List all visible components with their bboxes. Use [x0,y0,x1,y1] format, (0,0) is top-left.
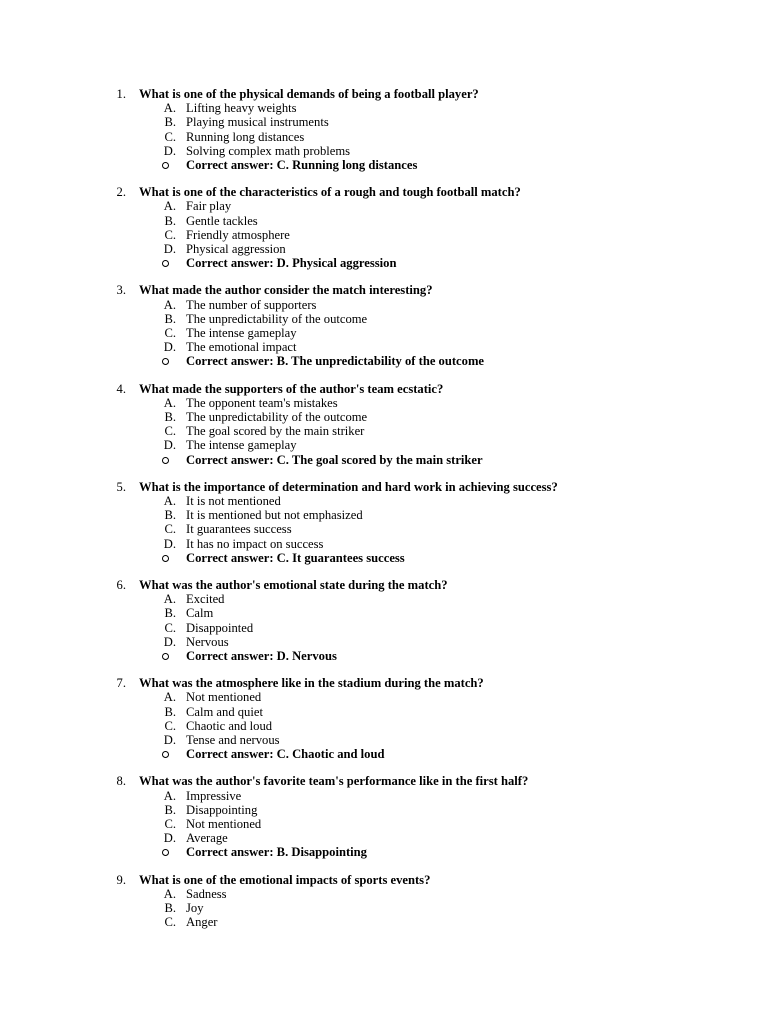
option-row [0,901,768,915]
question-text: What was the author's favorite team's performance like in the first half? [139,774,529,789]
question-number: 3. [116,283,126,298]
option-letter: B. [164,115,176,130]
option-letter: A. [163,395,176,410]
option-letter: B. [164,704,176,719]
option-row [0,228,768,242]
option-text: It has no impact on success [186,536,324,551]
option-row [0,214,768,228]
option-text: The intense gameplay [186,325,297,340]
option-row [0,803,768,817]
option-letter: B. [164,606,176,621]
correct-answer-row [0,256,768,270]
option-letter: A. [163,297,176,312]
question-number: 2. [116,185,126,200]
question-row [0,185,768,199]
question-block [0,185,768,270]
option-letter: D. [163,241,176,256]
question-text: What is the importance of determination and hard work in achieving success? [139,479,558,494]
option-text: Impressive [186,788,242,803]
option-letter: D. [163,438,176,453]
hollow-circle-bullet-icon [162,162,169,169]
option-row [0,424,768,438]
option-text: Disappointing [186,802,258,817]
correct-answer-row [0,747,768,761]
correct-answer-text: Correct answer: C. It guarantees success [186,550,405,565]
option-row [0,144,768,158]
hollow-circle-bullet-icon [162,653,169,660]
question-number: 7. [116,676,126,691]
option-letter: A. [163,493,176,508]
option-letter: D. [163,634,176,649]
option-text: Disappointed [186,620,254,635]
option-letter: B. [164,213,176,228]
question-number: 4. [116,381,126,396]
option-text: The intense gameplay [186,438,297,453]
option-text: Running long distances [186,129,305,144]
correct-answer-text: Correct answer: C. Running long distances [186,157,418,172]
option-text: Excited [186,592,225,607]
option-row [0,115,768,129]
question-block [0,873,768,930]
question-number: 1. [116,87,126,101]
option-row [0,733,768,747]
question-text: What was the atmosphere like in the stadium during the match? [139,676,484,691]
question-row [0,382,768,396]
question-block [0,87,768,172]
hollow-circle-bullet-icon [162,555,169,562]
option-row [0,494,768,508]
option-text: Average [186,831,228,846]
option-row [0,242,768,256]
option-row [0,438,768,452]
question-text: What made the supporters of the author's team ecstatic? [139,381,444,396]
correct-answer-text: Correct answer: D. Physical aggression [186,256,397,271]
option-row [0,312,768,326]
correct-answer-row [0,354,768,368]
option-text: Gentle tackles [186,213,258,228]
option-letter: D. [163,536,176,551]
hollow-circle-bullet-icon [162,260,169,267]
question-number: 8. [116,774,126,789]
option-letter: B. [164,802,176,817]
option-text: Chaotic and loud [186,718,273,733]
question-block [0,480,768,565]
option-row [0,340,768,354]
option-text: It guarantees success [186,522,292,537]
option-letter: A. [163,788,176,803]
option-letter: C. [164,816,176,831]
option-text: Fair play [186,199,232,214]
option-letter: C. [164,522,176,537]
option-letter: C. [164,424,176,439]
option-text: The number of supporters [186,297,317,312]
option-letter: B. [164,409,176,424]
option-row [0,817,768,831]
option-text: Not mentioned [186,816,262,831]
question-block [0,382,768,467]
question-text: What is one of the emotional impacts of sports events? [139,872,431,887]
option-text: Playing musical instruments [186,115,329,130]
option-letter: B. [164,508,176,523]
option-letter: D. [163,732,176,747]
question-row [0,774,768,788]
question-text: What made the author consider the match interesting? [139,283,433,298]
option-letter: A. [163,592,176,607]
question-block [0,578,768,663]
option-letter: D. [163,340,176,355]
option-text: The unpredictability of the outcome [186,311,368,326]
option-row [0,130,768,144]
option-text: The unpredictability of the outcome [186,409,368,424]
option-text: Calm and quiet [186,704,263,719]
question-number: 6. [116,578,126,592]
correct-answer-text: Correct answer: B. The unpredictability of the outcome [186,354,485,369]
option-row [0,887,768,901]
option-row [0,410,768,424]
option-row [0,537,768,551]
question-row [0,87,768,101]
correct-answer-row [0,453,768,467]
question-row [0,873,768,887]
option-row [0,831,768,845]
option-row [0,326,768,340]
option-row [0,199,768,213]
option-letter: C. [164,915,176,930]
option-text: It is not mentioned [186,493,281,508]
hollow-circle-bullet-icon [162,457,169,464]
option-row [0,592,768,606]
question-row [0,480,768,494]
option-text: The emotional impact [186,340,297,355]
option-letter: C. [164,620,176,635]
option-row [0,606,768,620]
option-letter: C. [164,227,176,242]
hollow-circle-bullet-icon [162,751,169,758]
option-row [0,508,768,522]
option-row [0,719,768,733]
option-text: Solving complex math problems [186,143,351,158]
option-row [0,705,768,719]
option-letter: B. [164,311,176,326]
option-letter: C. [164,718,176,733]
option-letter: A. [163,886,176,901]
option-letter: A. [163,101,176,116]
option-row [0,621,768,635]
option-text: The goal scored by the main striker [186,424,365,439]
question-block [0,676,768,761]
question-text: What was the author's emotional state during the match? [139,578,448,592]
option-letter: C. [164,129,176,144]
question-number: 9. [116,872,126,887]
option-row [0,396,768,410]
hollow-circle-bullet-icon [162,358,169,365]
question-block [0,774,768,859]
option-row [0,915,768,929]
question-number: 5. [116,479,126,494]
question-text: What is one of the characteristics of a rough and tough football match? [139,185,521,200]
option-letter: D. [163,143,176,158]
option-row [0,298,768,312]
option-row [0,635,768,649]
option-text: Physical aggression [186,241,286,256]
option-letter: A. [163,199,176,214]
question-text: What is one of the physical demands of being a football player? [139,87,479,101]
option-text: Sadness [186,886,227,901]
correct-answer-row [0,158,768,172]
correct-answer-text: Correct answer: C. The goal scored by the main striker [186,452,483,467]
option-text: It is mentioned but not emphasized [186,508,363,523]
correct-answer-row [0,845,768,859]
correct-answer-text: Correct answer: D. Nervous [186,648,337,663]
option-row [0,522,768,536]
option-text: Not mentioned [186,690,262,705]
option-text: Nervous [186,634,229,649]
option-text: Calm [186,606,214,621]
option-text: Lifting heavy weights [186,101,297,116]
correct-answer-text: Correct answer: B. Disappointing [186,845,367,860]
question-row [0,676,768,690]
question-block [0,283,768,368]
option-letter: A. [163,690,176,705]
question-row [0,283,768,297]
option-text: Anger [186,915,218,930]
correct-answer-row [0,649,768,663]
option-letter: D. [163,831,176,846]
option-row [0,690,768,704]
option-text: Joy [186,900,204,915]
question-row [0,578,768,592]
option-row [0,789,768,803]
option-text: Friendly atmosphere [186,227,290,242]
hollow-circle-bullet-icon [162,849,169,856]
option-text: The opponent team's mistakes [186,395,338,410]
correct-answer-row [0,551,768,565]
option-letter: C. [164,325,176,340]
option-text: Tense and nervous [186,732,280,747]
option-row [0,101,768,115]
option-letter: B. [164,900,176,915]
correct-answer-text: Correct answer: C. Chaotic and loud [186,747,385,762]
